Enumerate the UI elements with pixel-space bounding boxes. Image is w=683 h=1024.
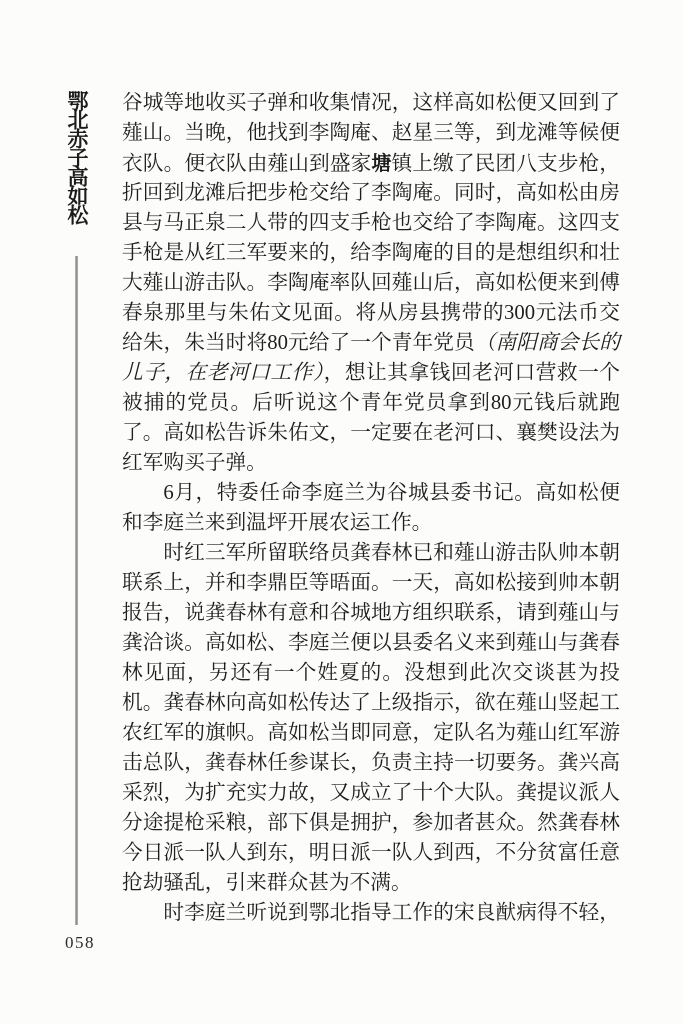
- kai-parenthetical-note: 儿子，在老河口工作）: [122, 362, 324, 384]
- bold-substituted-glyph: 塘: [371, 151, 392, 175]
- text-line: [122, 628, 620, 658]
- text-run: 给朱，朱当时将80元给了一个青年党员: [122, 332, 475, 354]
- text-line: [122, 388, 620, 418]
- text-line: [122, 688, 620, 718]
- text-run: 农红军的旗帜。高如松当即同意，定队名为薤山红军游: [122, 722, 620, 744]
- text-run: 大薤山游击队。李陶庵率队回薤山后，高如松便来到傅: [122, 272, 620, 294]
- body-text: [122, 88, 620, 928]
- text-run: 时红三军所留联络员龚春林已和薤山游击队帅本朝: [163, 542, 620, 564]
- text-run: ，想让其拿钱回老河口营救一个: [323, 362, 620, 384]
- book-title-vertical: 鄂北赤子高如松: [65, 90, 89, 223]
- text-line: [122, 538, 620, 568]
- text-run: 谷城等地收买子弹和收集情况，这样高如松便又回到了: [122, 92, 620, 114]
- text-run: 今日派一队人到东，明日派一队人到西，不分贫富任意: [122, 842, 620, 864]
- text-run: 击总队，龚春林任参谋长，负责主持一切要务。龚兴高: [122, 752, 620, 774]
- text-line: [122, 658, 620, 688]
- text-line: [122, 238, 620, 268]
- text-run: 县与马正泉二人带的四支手枪也交给了李陶庵。这四支: [122, 212, 620, 234]
- text-run: 手枪是从红三军要来的，给李陶庵的目的是想组织和壮: [122, 242, 620, 264]
- text-line: [122, 298, 620, 328]
- text-run: 分途提枪采粮，部下俱是拥护，参加者甚众。然龚春林: [122, 812, 620, 834]
- text-line: [122, 148, 620, 178]
- text-line: [122, 598, 620, 628]
- text-run: 机。龚春林向高如松传达了上级指示，欲在薤山竖起工: [122, 692, 620, 714]
- text-line: [122, 118, 620, 148]
- text-line: [122, 868, 620, 898]
- text-run: 薤山。当晚，他找到李陶庵、赵星三等，到龙滩等候便: [122, 122, 620, 144]
- text-line: [122, 328, 620, 358]
- text-line: [122, 208, 620, 238]
- text-line: [122, 88, 620, 118]
- text-line: [122, 748, 620, 778]
- vertical-rule: [75, 256, 78, 925]
- text-run: 6月，特委任命李庭兰为谷城县委书记。高如松便: [163, 482, 620, 504]
- text-run: 春泉那里与朱佑文见面。将从房县携带的300元法币交: [122, 302, 620, 324]
- text-line: [122, 898, 620, 928]
- text-run: 林见面，另还有一个姓夏的。没想到此次交谈甚为投: [122, 662, 620, 684]
- text-line: [122, 418, 620, 448]
- text-run: 时李庭兰听说到鄂北指导工作的宋良猷病得不轻，: [163, 902, 620, 924]
- text-line: [122, 268, 620, 298]
- page-number: 058: [65, 933, 95, 952]
- text-run: 红军购买子弹。: [122, 452, 267, 474]
- text-run: 采烈，为扩充实力故，又成立了十个大队。龚提议派人: [122, 782, 620, 804]
- text-run: 了。高如松告诉朱佑文，一定要在老河口、襄樊设法为: [122, 422, 620, 444]
- text-run: 衣队。便衣队由薤山到盛家: [122, 153, 372, 175]
- text-line: [122, 178, 620, 208]
- text-line: [122, 358, 620, 388]
- text-run: 被捕的党员。后听说这个青年党员拿到80元钱后就跑: [122, 392, 620, 414]
- text-run: 和李庭兰来到温坪开展农运工作。: [122, 512, 433, 534]
- text-line: [122, 778, 620, 808]
- text-line: [122, 568, 620, 598]
- text-run: 折回到龙滩后把步枪交给了李陶庵。同时，高如松由房: [122, 182, 620, 204]
- text-line: [122, 478, 620, 508]
- text-run: 镇上缴了民团八支步枪，: [391, 153, 620, 175]
- text-run: 抢劫骚乱，引来群众甚为不满。: [122, 872, 412, 894]
- text-run: 报告，说龚春林有意和谷城地方组织联系，请到薤山与: [122, 602, 620, 624]
- text-line: [122, 448, 620, 478]
- text-line: [122, 718, 620, 748]
- text-line: [122, 508, 620, 538]
- text-line: [122, 808, 620, 838]
- text-line: [122, 838, 620, 868]
- kai-parenthetical-note: （南阳商会长的: [474, 332, 620, 354]
- text-run: 龚洽谈。高如松、李庭兰便以县委名义来到薤山与龚春: [122, 632, 620, 654]
- text-run: 联系上，并和李鼎臣等晤面。一天，高如松接到帅本朝: [122, 572, 620, 594]
